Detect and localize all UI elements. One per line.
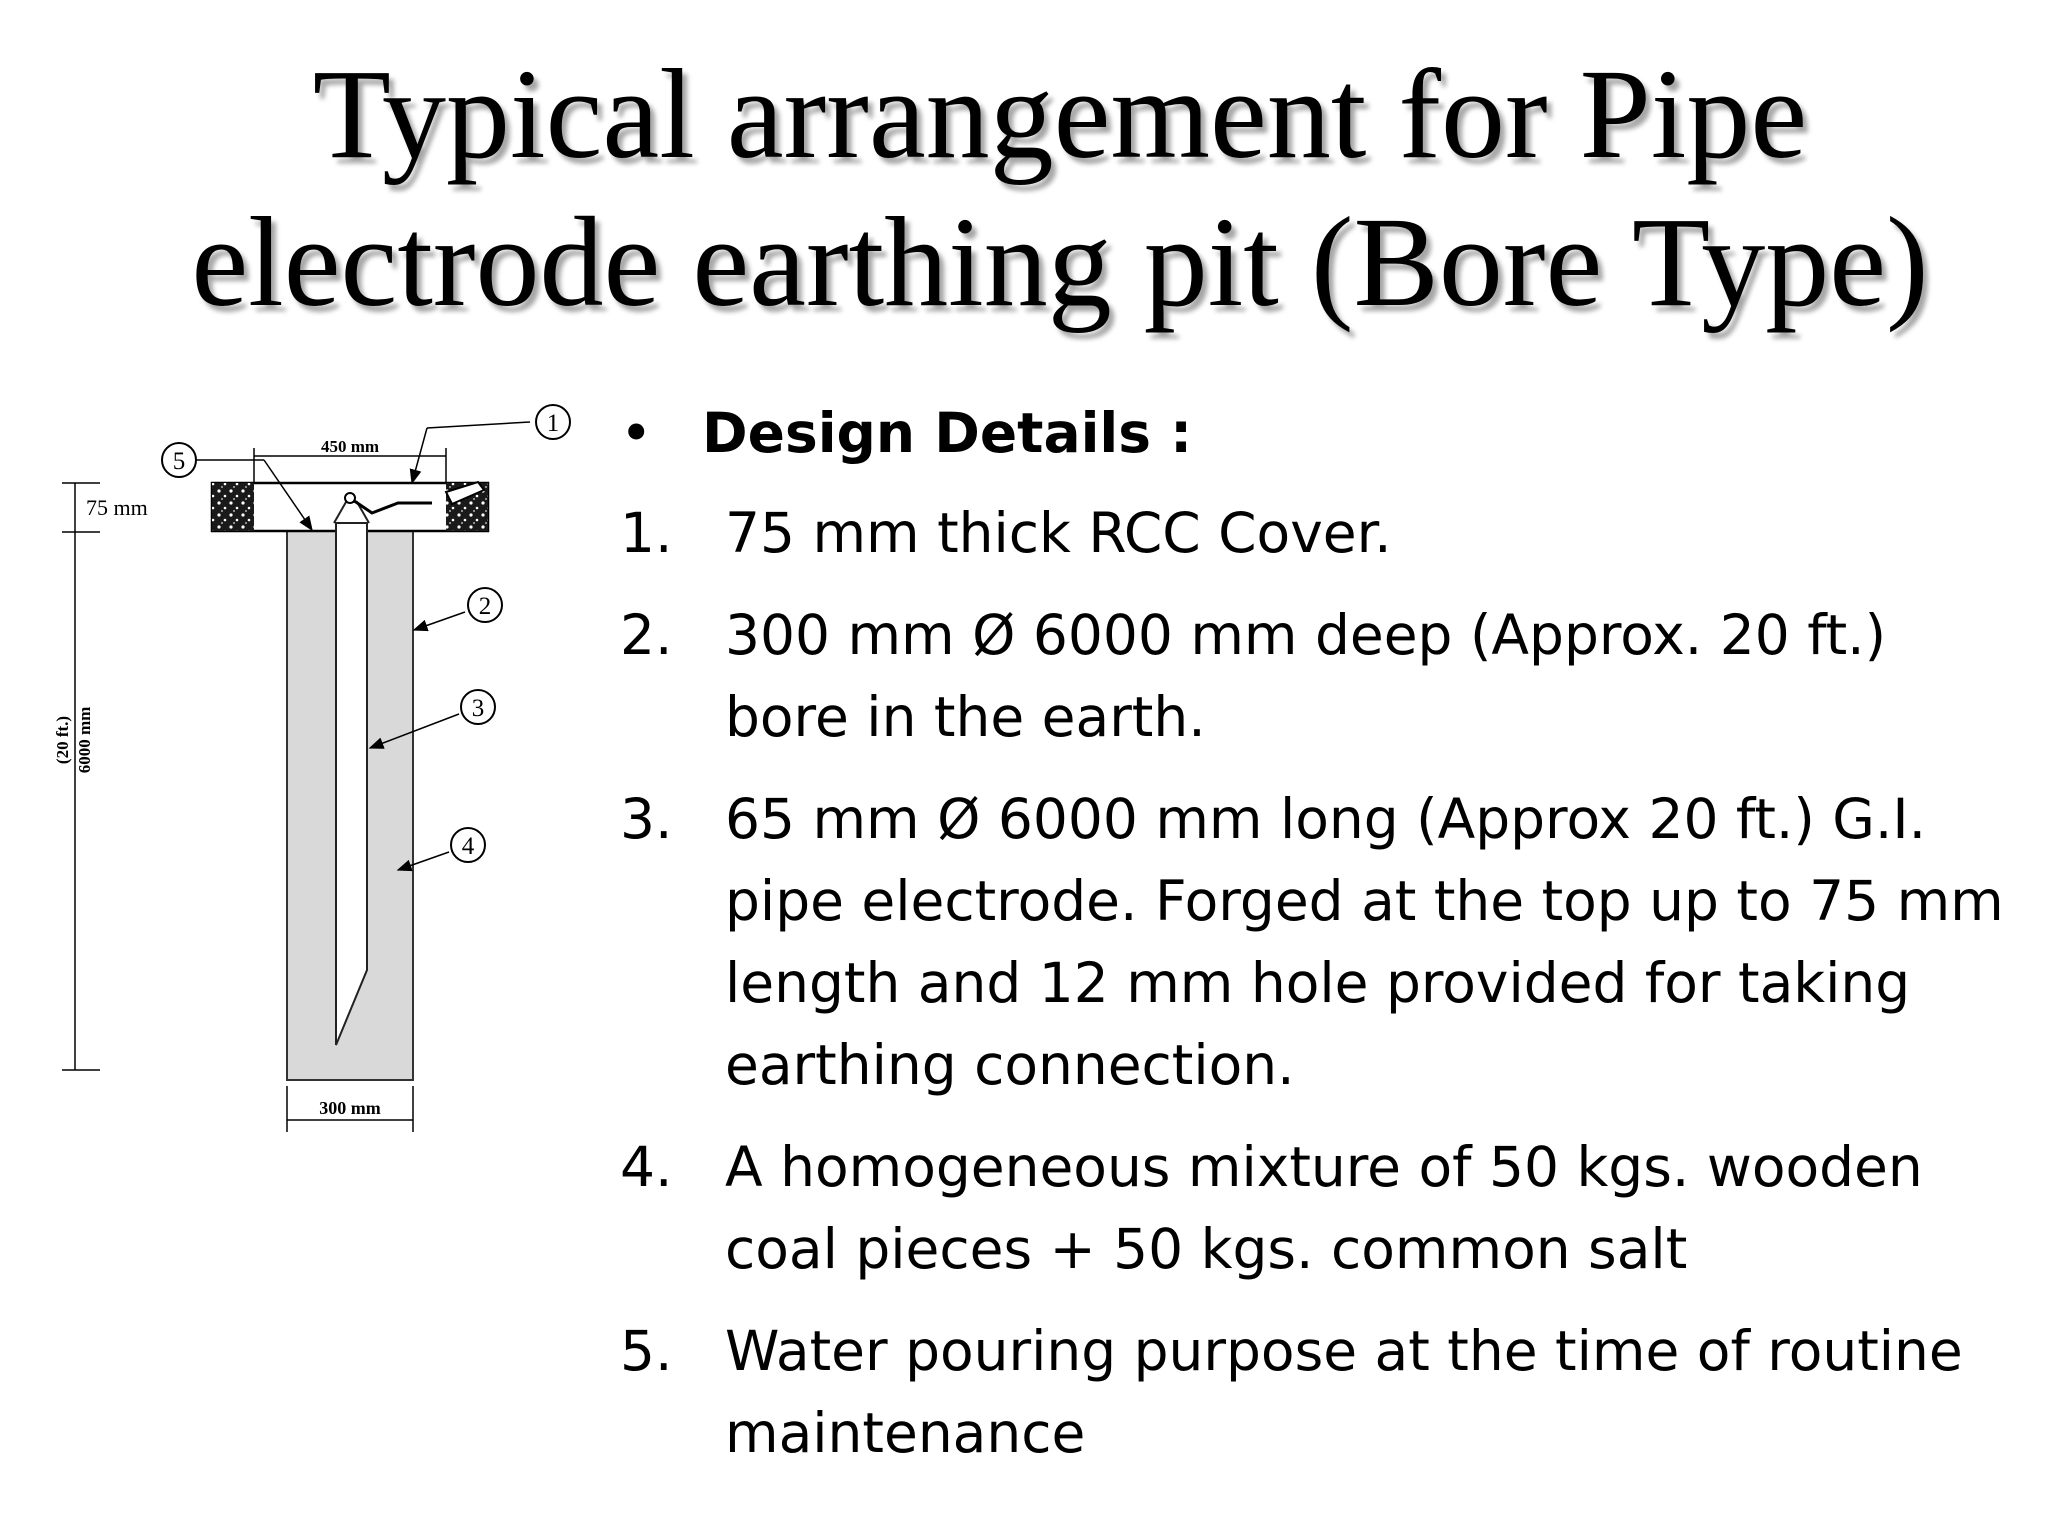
list-item-number: 1. [620, 501, 673, 565]
heading-text: Design Details : [702, 401, 1193, 465]
pipe-electrode [336, 523, 367, 1045]
callout-3-label: 3 [471, 695, 485, 722]
list-item [620, 1126, 2020, 1290]
callout-1-label: 1 [546, 410, 560, 437]
list-item-number: 4. [620, 1135, 673, 1199]
dim-cover-label: 75 mm [86, 495, 148, 520]
bolt [345, 493, 355, 503]
callout-2-label: 2 [478, 593, 492, 620]
list-item-number: 5. [620, 1319, 673, 1383]
title-line-2: electrode earthing pit (Bore Type) [191, 191, 1929, 333]
dim-bottom-label: 300 mm [319, 1098, 381, 1118]
list-item-number: 3. [620, 787, 673, 851]
list-item-text: 75 mm thick RCC Cover. [725, 501, 1392, 565]
list-item-text: 300 mm Ø 6000 mm deep (Approx. 20 ft.) bore in the earth. [725, 603, 1887, 749]
dim-top-label: 450 mm [320, 437, 380, 456]
concrete-left [212, 483, 254, 531]
list-item [620, 492, 2020, 574]
list-item [620, 594, 2020, 758]
earthing-pit-diagram [0, 380, 600, 1460]
list-item-text: A homogeneous mixture of 50 kgs. wooden coal pieces + 50 kgs. common salt [725, 1135, 1923, 1281]
list-item-text: Water pouring purpose at the time of routine maintenance [725, 1319, 1963, 1465]
callout-4-label: 4 [461, 833, 475, 860]
dim-depth-ft-label: (20 ft.) [53, 715, 72, 765]
list-item [620, 1310, 2020, 1474]
list-item [620, 778, 2020, 1106]
slide-title [100, 40, 2020, 336]
list-item-text: 65 mm Ø 6000 mm long (Approx 20 ft.) G.I. pipe electrode. Forged at the top up to 75 mm length and 12 mm hole provided for taking earthing connection. [725, 787, 2004, 1097]
bullet: • [620, 401, 653, 465]
list-item-number: 2. [620, 603, 673, 667]
design-details [620, 392, 2020, 1494]
title-line-1: Typical arrangement for Pipe [312, 43, 1808, 185]
design-details-heading [620, 392, 2020, 474]
dim-depth-mm-label: 6000 mm [75, 706, 94, 774]
callout-5-label: 5 [172, 448, 186, 475]
